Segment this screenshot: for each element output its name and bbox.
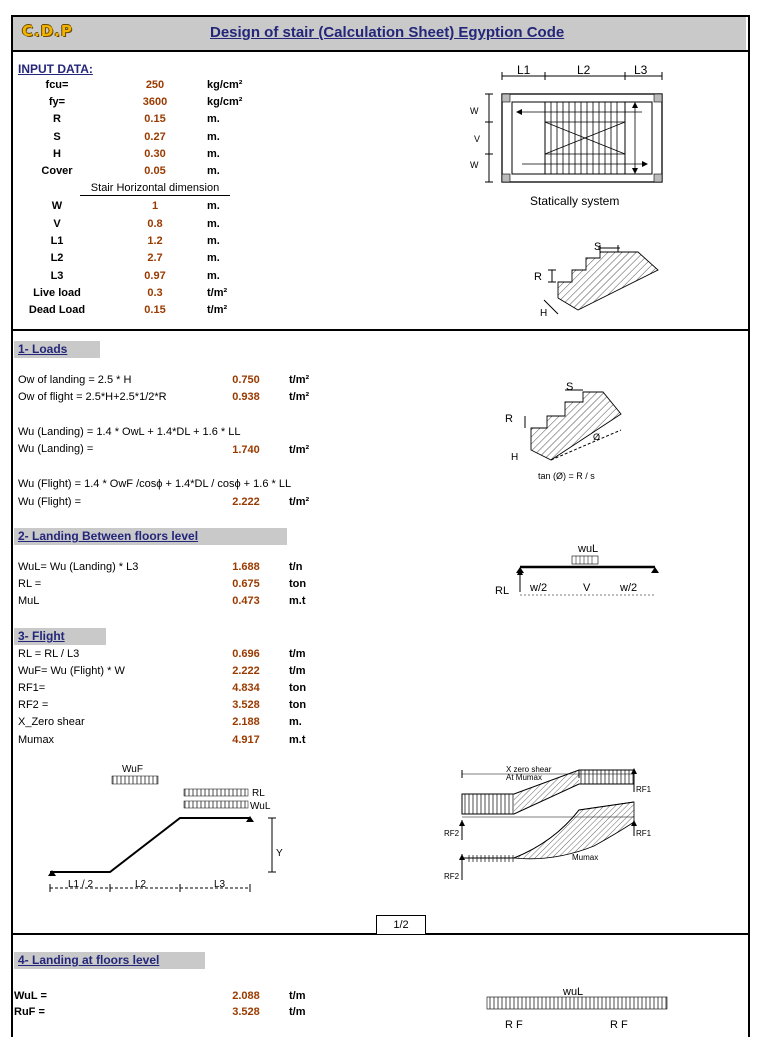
input-unit: m. [207,131,220,143]
calc-row-value: 3.528 [232,1006,260,1018]
calc-row-value: 4.834 [232,682,260,694]
calc-row-text: Ow of landing = 2.5 * H [18,374,132,386]
stair-slope-diagram [503,380,643,485]
input-unit: m. [207,113,220,125]
input-value: 1.2 [147,235,163,247]
input-unit: kg/cm² [207,79,243,91]
calc-row-text: WuL = [14,990,47,1002]
calc-row-value: 0.675 [232,578,260,590]
cdp-logo: C.D.P [22,22,73,40]
flight-label-l2: L2 [135,879,147,890]
input-value: 250 [145,79,165,91]
flight-label-l3: L3 [214,879,226,890]
section1-label-h: H [540,308,548,319]
calc-row-text: RL = [18,578,42,590]
calc-row-unit: t/m² [289,496,310,508]
input-value: 0.97 [144,270,166,282]
plan-label-l2: L2 [577,63,591,77]
input-label: W [51,200,63,212]
flight-loading-diagram [40,762,290,897]
calc-row-text: Ow of flight = 2.5*H+2.5*1/2*R [18,391,167,403]
beam-label-w2: w/2 [530,582,548,594]
calc-row-value: 2.188 [232,716,260,728]
input-unit: t/m² [207,304,228,316]
calc-row-unit: t/m [289,665,306,677]
calc-row-unit: ton [289,578,307,590]
flight-label-wuf: WuF [122,764,143,775]
input-value: 0.27 [144,131,166,143]
stair-horizontal-dimension-heading: Stair Horizontal dimension [80,182,230,196]
calc-row-text: RF1= [18,682,46,694]
calc-row-text: MuL [18,595,40,607]
sfd-label-xzero: X zero shear [506,765,552,774]
beam-label-wul: wuL [578,543,599,555]
calc-row-text: WuL= Wu (Landing) * L3 [18,561,139,573]
section2-label-s: S [566,381,574,393]
input-unit: m. [207,235,220,247]
calc-row-unit: t/m [289,648,306,660]
page-number: 1/2 [376,915,426,935]
calc-row-value: 0.750 [232,374,260,386]
calc-row-text: RuF = [14,1006,45,1018]
calc-row-unit: t/m [289,1006,306,1018]
input-label: Cover [41,165,73,177]
divider [11,329,750,331]
calc-row-unit: t/n [289,561,303,573]
sfd-label-rf1: RF1 [636,785,652,794]
plan-caption: Statically system [530,194,620,208]
calc-row-text: RL = RL / L3 [18,648,80,660]
floor-landing-diagram [485,984,675,1031]
sfd-label-at-mumax: At Mumax [506,773,543,782]
input-value: 3600 [142,96,168,108]
calc-row-unit: t/m² [289,391,310,403]
plan-label-w: W [470,106,479,116]
calc-row-unit: m.t [289,734,306,746]
floor-landing-label-rf: R F [610,1019,628,1031]
plan-label-l3: L3 [634,63,648,77]
calc-row-text: Wu (Flight) = [18,496,82,508]
input-value: 0.15 [144,113,166,125]
divider [11,50,750,52]
input-label: S [53,131,61,143]
input-value: 0.8 [147,218,163,230]
landing-beam-diagram [490,540,670,602]
input-label: H [53,148,61,160]
input-label: V [53,218,61,230]
calc-row-unit: m. [289,716,302,728]
input-label: L1 [50,235,64,247]
section-heading-flight: 3- Flight [14,628,106,645]
input-label: L2 [50,252,64,264]
input-label: Dead Load [28,304,86,316]
calc-row-text: X_Zero shear [18,716,85,728]
flight-label-wul: WuL [250,801,271,812]
calc-row-text: Wu (Landing) = [18,443,94,455]
floor-landing-label-wul: wuL [563,986,584,998]
beam-label-v: V [583,582,591,594]
input-value: 0.05 [144,165,166,177]
input-value: 0.3 [147,287,163,299]
stair-plan-diagram [462,62,672,212]
section-heading-loads: 1- Loads [14,341,100,358]
bmd-label-rf2: RF2 [444,872,460,881]
calc-row-value: 3.528 [232,699,260,711]
input-value: 0.15 [144,304,166,316]
input-unit: m. [207,270,220,282]
input-label: L3 [50,270,64,282]
calc-row-value: 4.917 [232,734,260,746]
calc-row-value: 1.688 [232,561,260,573]
flight-label-rl: RL [252,788,265,799]
calc-row-unit: t/m [289,990,306,1002]
calc-row-value: 0.696 [232,648,260,660]
input-unit: m. [207,148,220,160]
input-unit: m. [207,218,220,230]
input-data-heading: INPUT DATA: [18,62,93,76]
input-value: 0.30 [144,148,166,160]
input-value: 2.7 [147,252,163,264]
beam-label-rl: RL [495,585,510,597]
page-title: Design of stair (Calculation Sheet) Egyption Code [210,24,565,41]
calc-formula: Wu (Landing) = 1.4 * OwL + 1.4*DL + 1.6 * LL [18,426,241,438]
sfd-label-rf2: RF2 [444,829,460,838]
bmd-label-mumax: Mumax [572,853,599,862]
calc-row-text: Mumax [18,734,55,746]
calc-row-value: 2.222 [232,496,260,508]
section1-label-r: R [534,271,542,283]
plan-label-w: W [470,160,479,170]
calc-row-unit: t/m² [289,444,310,456]
section2-label-r: R [505,413,513,425]
shear-moment-diagram [444,762,664,892]
flight-label-y: Y [276,848,283,859]
plan-label-v: V [474,134,481,144]
floor-landing-label-rf: R F [505,1019,523,1031]
calc-row-unit: ton [289,699,307,711]
section2-label-phi: Ø [593,432,601,442]
plan-label-l1: L1 [517,63,531,77]
beam-label-w2: w/2 [620,582,638,594]
calc-row-value: 0.938 [232,391,260,403]
calc-formula: Wu (Flight) = 1.4 * OwF /cosϕ + 1.4*DL / cosϕ + 1.6 * LL [18,478,292,490]
input-label: fy= [48,96,66,108]
section-heading-landing-between: 2- Landing Between floors level [14,528,287,545]
input-unit: m. [207,200,220,212]
input-label: Live load [33,287,81,299]
input-unit: m. [207,165,220,177]
input-unit: m. [207,252,220,264]
calc-row-unit: m.t [289,595,306,607]
bmd-label-rf1: RF1 [636,829,652,838]
calc-row-text: RF2 = [18,699,49,711]
input-unit: t/m² [207,287,228,299]
input-value: 1 [151,200,159,212]
section2-caption: tan (Ø) = R / s [538,471,595,481]
stair-section-diagram [528,240,678,320]
calc-row-text: WuF= Wu (Flight) * W [18,665,125,677]
calc-row-value: 0.473 [232,595,260,607]
input-label: fcu= [45,79,69,91]
flight-label-l1: L1 / 2 [68,879,94,890]
calc-row-value: 2.222 [232,665,260,677]
input-label: R [53,113,61,125]
section1-label-s: S [594,241,602,253]
section2-label-h: H [511,452,519,463]
calc-row-value: 2.088 [232,990,260,1002]
calc-row-unit: ton [289,682,307,694]
calc-row-unit: t/m² [289,374,310,386]
section-heading-landing-floor: 4- Landing at floors level [14,952,205,969]
input-unit: kg/cm² [207,96,243,108]
calc-row-value: 1.740 [232,444,260,456]
